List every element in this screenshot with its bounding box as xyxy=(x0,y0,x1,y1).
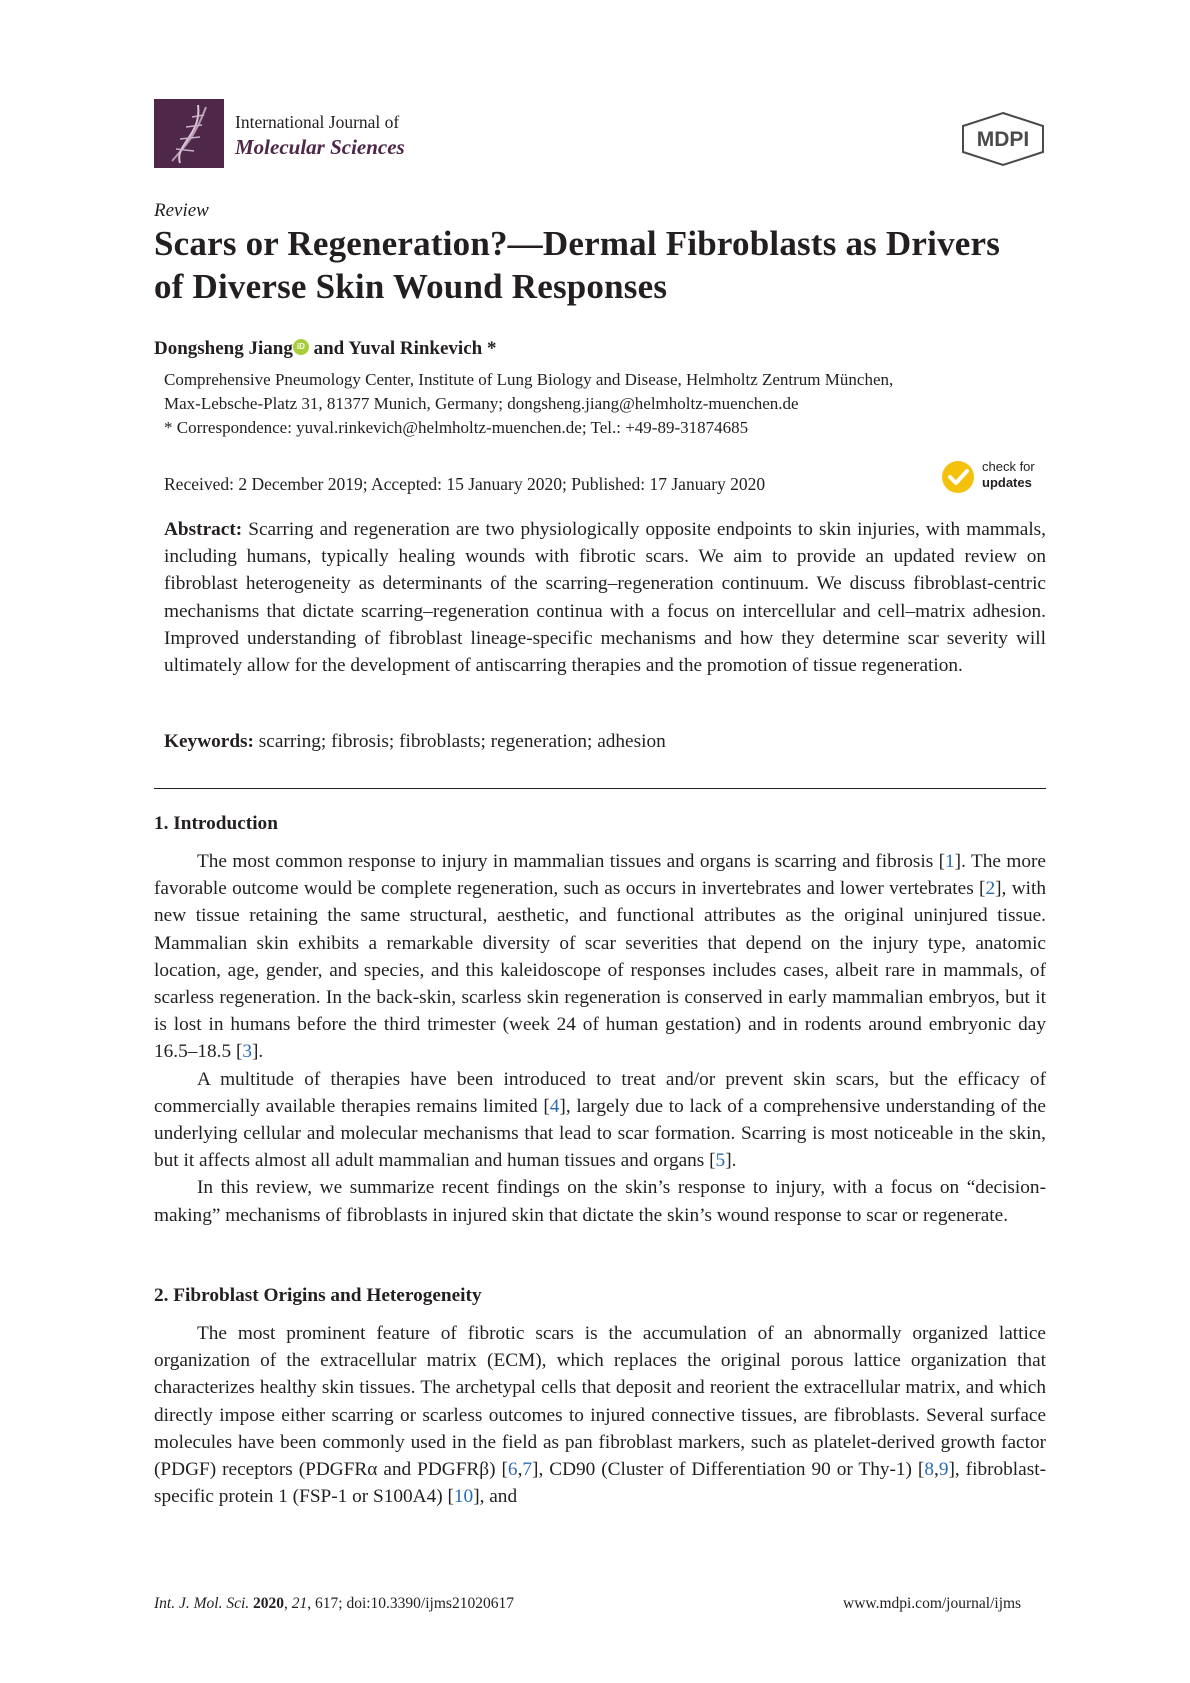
paragraph: In this review, we summarize recent findings on the skin’s response to injury, with a focus on “decision-making” mechanisms of fibroblasts in injured skin that dictate the skin’s wound response to scar or regenerate. xyxy=(154,1177,1046,1226)
paragraph: The most common response to injury in mammalian tissues and organs is scarring and fibrosis [1]. The more favorable outcome would be complete regeneration, such as occurs in invertebrates and lower vertebrates [2], with new tissue retaining the same structural, aesthetic, and functional attributes as the original uninjured tissue. Mammalian skin exhibits a remarkable diversity of scar severities that depend on the injury type, anatomic location, age, gender, and species, and this kaleidoscope of responses includes cases, albeit rare in mammals, of scarless regeneration. In the back-skin, scarless skin regeneration is conserved in early mammalian embryos, but it is lost in humans before the third trimester (week 24 of human gestation) and in rodents around embryonic day 16.5–18.5 [3]. xyxy=(154,851,1047,1063)
citation-link[interactable]: 9 xyxy=(938,1459,949,1481)
journal-name-line1: International Journal of xyxy=(235,112,400,132)
section-heading: 2. Fibroblast Origins and Heterogeneity xyxy=(154,1285,482,1306)
abstract-text: Scarring and regeneration are two physiologically opposite endpoints to skin injuries, with mammals, including humans, typically healing wounds with fibrotic scars. We aim to provide an updated review on fibroblast heterogeneity as determinants of the scarring–regeneration continuum. We discuss fibroblast-centric mechanisms that dictate scarring–regeneration continua with a focus on intercellular and cell–matrix adhesion. Improved understanding of fibroblast lineage-specific mechanisms and how they determine scar severity will ultimately allow for the development of antiscarring therapies and the promotion of tissue regeneration. xyxy=(164,519,1046,677)
journal-url[interactable]: www.mdpi.com/journal/ijms xyxy=(843,1595,1022,1612)
correspondence: * Correspondence: yuval.rinkevich@helmholtz-muenchen.de; Tel.: +49-89-31874685 xyxy=(164,418,749,437)
citation-link[interactable]: 5 xyxy=(715,1150,726,1172)
keywords-text: scarring; fibrosis; fibroblasts; regeneration; adhesion xyxy=(253,731,666,752)
publisher-name: MDPI xyxy=(976,128,1030,151)
section-body xyxy=(154,1320,1046,1510)
affiliation-line: Comprehensive Pneumology Center, Institute of Lung Biology and Disease, Helmholtz Zentrum München, xyxy=(164,370,894,389)
citation-link[interactable]: 8 xyxy=(924,1459,934,1481)
author-name: and Yuval Rinkevich * xyxy=(308,338,497,359)
footer-citation: Int. J. Mol. Sci. 2020, 21, 617; doi:10.3390/ijms21020617 xyxy=(154,1595,514,1612)
paragraph: A multitude of therapies have been introduced to treat and/or prevent skin scars, but the efficacy of commercially available therapies remains limited [4], largely due to lack of a comprehensive understanding of the underlying cellular and molecular mechanisms that lead to scar formation. Scarring is most noticeable in the skin, but it affects almost all adult mammalian and human tissues and organs [5]. xyxy=(154,1068,1046,1172)
keywords xyxy=(164,731,666,753)
abstract-label: Abstract: xyxy=(164,519,243,540)
citation-link[interactable]: 1 xyxy=(945,851,955,872)
check-for-updates-label: check for updates xyxy=(982,459,1035,490)
divider xyxy=(154,788,1046,789)
author-list xyxy=(154,338,496,360)
affiliation-line: Max-Lebsche-Platz 31, 81377 Munich, Germany; dongsheng.jiang@helmholtz-muenchen.de xyxy=(164,394,799,413)
orcid-icon[interactable]: iD xyxy=(293,339,309,355)
article-title: Scars or Regeneration?—Dermal Fibroblasts as Drivers of Diverse Skin Wound Responses xyxy=(154,224,1001,306)
journal-name-line2: Molecular Sciences xyxy=(235,135,405,159)
dna-helix-icon xyxy=(154,99,224,168)
section-body xyxy=(154,848,1046,1229)
citation-link[interactable]: 10 xyxy=(453,1486,474,1508)
citation-link[interactable]: 6 xyxy=(507,1459,518,1481)
publication-dates: Received: 2 December 2019; Accepted: 15 January 2020; Published: 17 January 2020 xyxy=(164,474,766,494)
citation-link[interactable]: 3 xyxy=(242,1041,253,1063)
keywords-label: Keywords: xyxy=(164,731,254,752)
citation-link[interactable]: 4 xyxy=(549,1095,560,1117)
section-heading: 1. Introduction xyxy=(154,813,278,834)
journal-logo xyxy=(154,99,224,168)
citation-link[interactable]: 7 xyxy=(522,1459,533,1481)
mdpi-logo xyxy=(958,110,1048,168)
paragraph: The most prominent feature of fibrotic scars is the accumulation of an abnormally organized lattice organization of the extracellular matrix (ECM), which replaces the original porous lattice organization that characterizes healthy skin tissues. The archetypal cells that deposit and reorient the extracellular matrix, and which directly impose either scarring or scarless outcomes to injured connective tissues, are fibroblasts. Several surface molecules have been commonly used in the field as pan fibroblast markers, such as platelet-derived growth factor (PDGF) receptors (PDGFRα and PDGFRβ) [6,7], CD90 (Cluster of Differentiation 90 or Thy-1) [8,9], fibroblast-specific protein 1 (FSP-1 or S100A4) [10], and xyxy=(154,1323,1046,1508)
abstract xyxy=(164,516,1046,679)
author-name: Dongsheng Jiang xyxy=(154,338,293,359)
checkmark-icon xyxy=(940,459,980,495)
article-type: Review xyxy=(154,200,209,221)
citation-link[interactable]: 2 xyxy=(985,878,996,900)
